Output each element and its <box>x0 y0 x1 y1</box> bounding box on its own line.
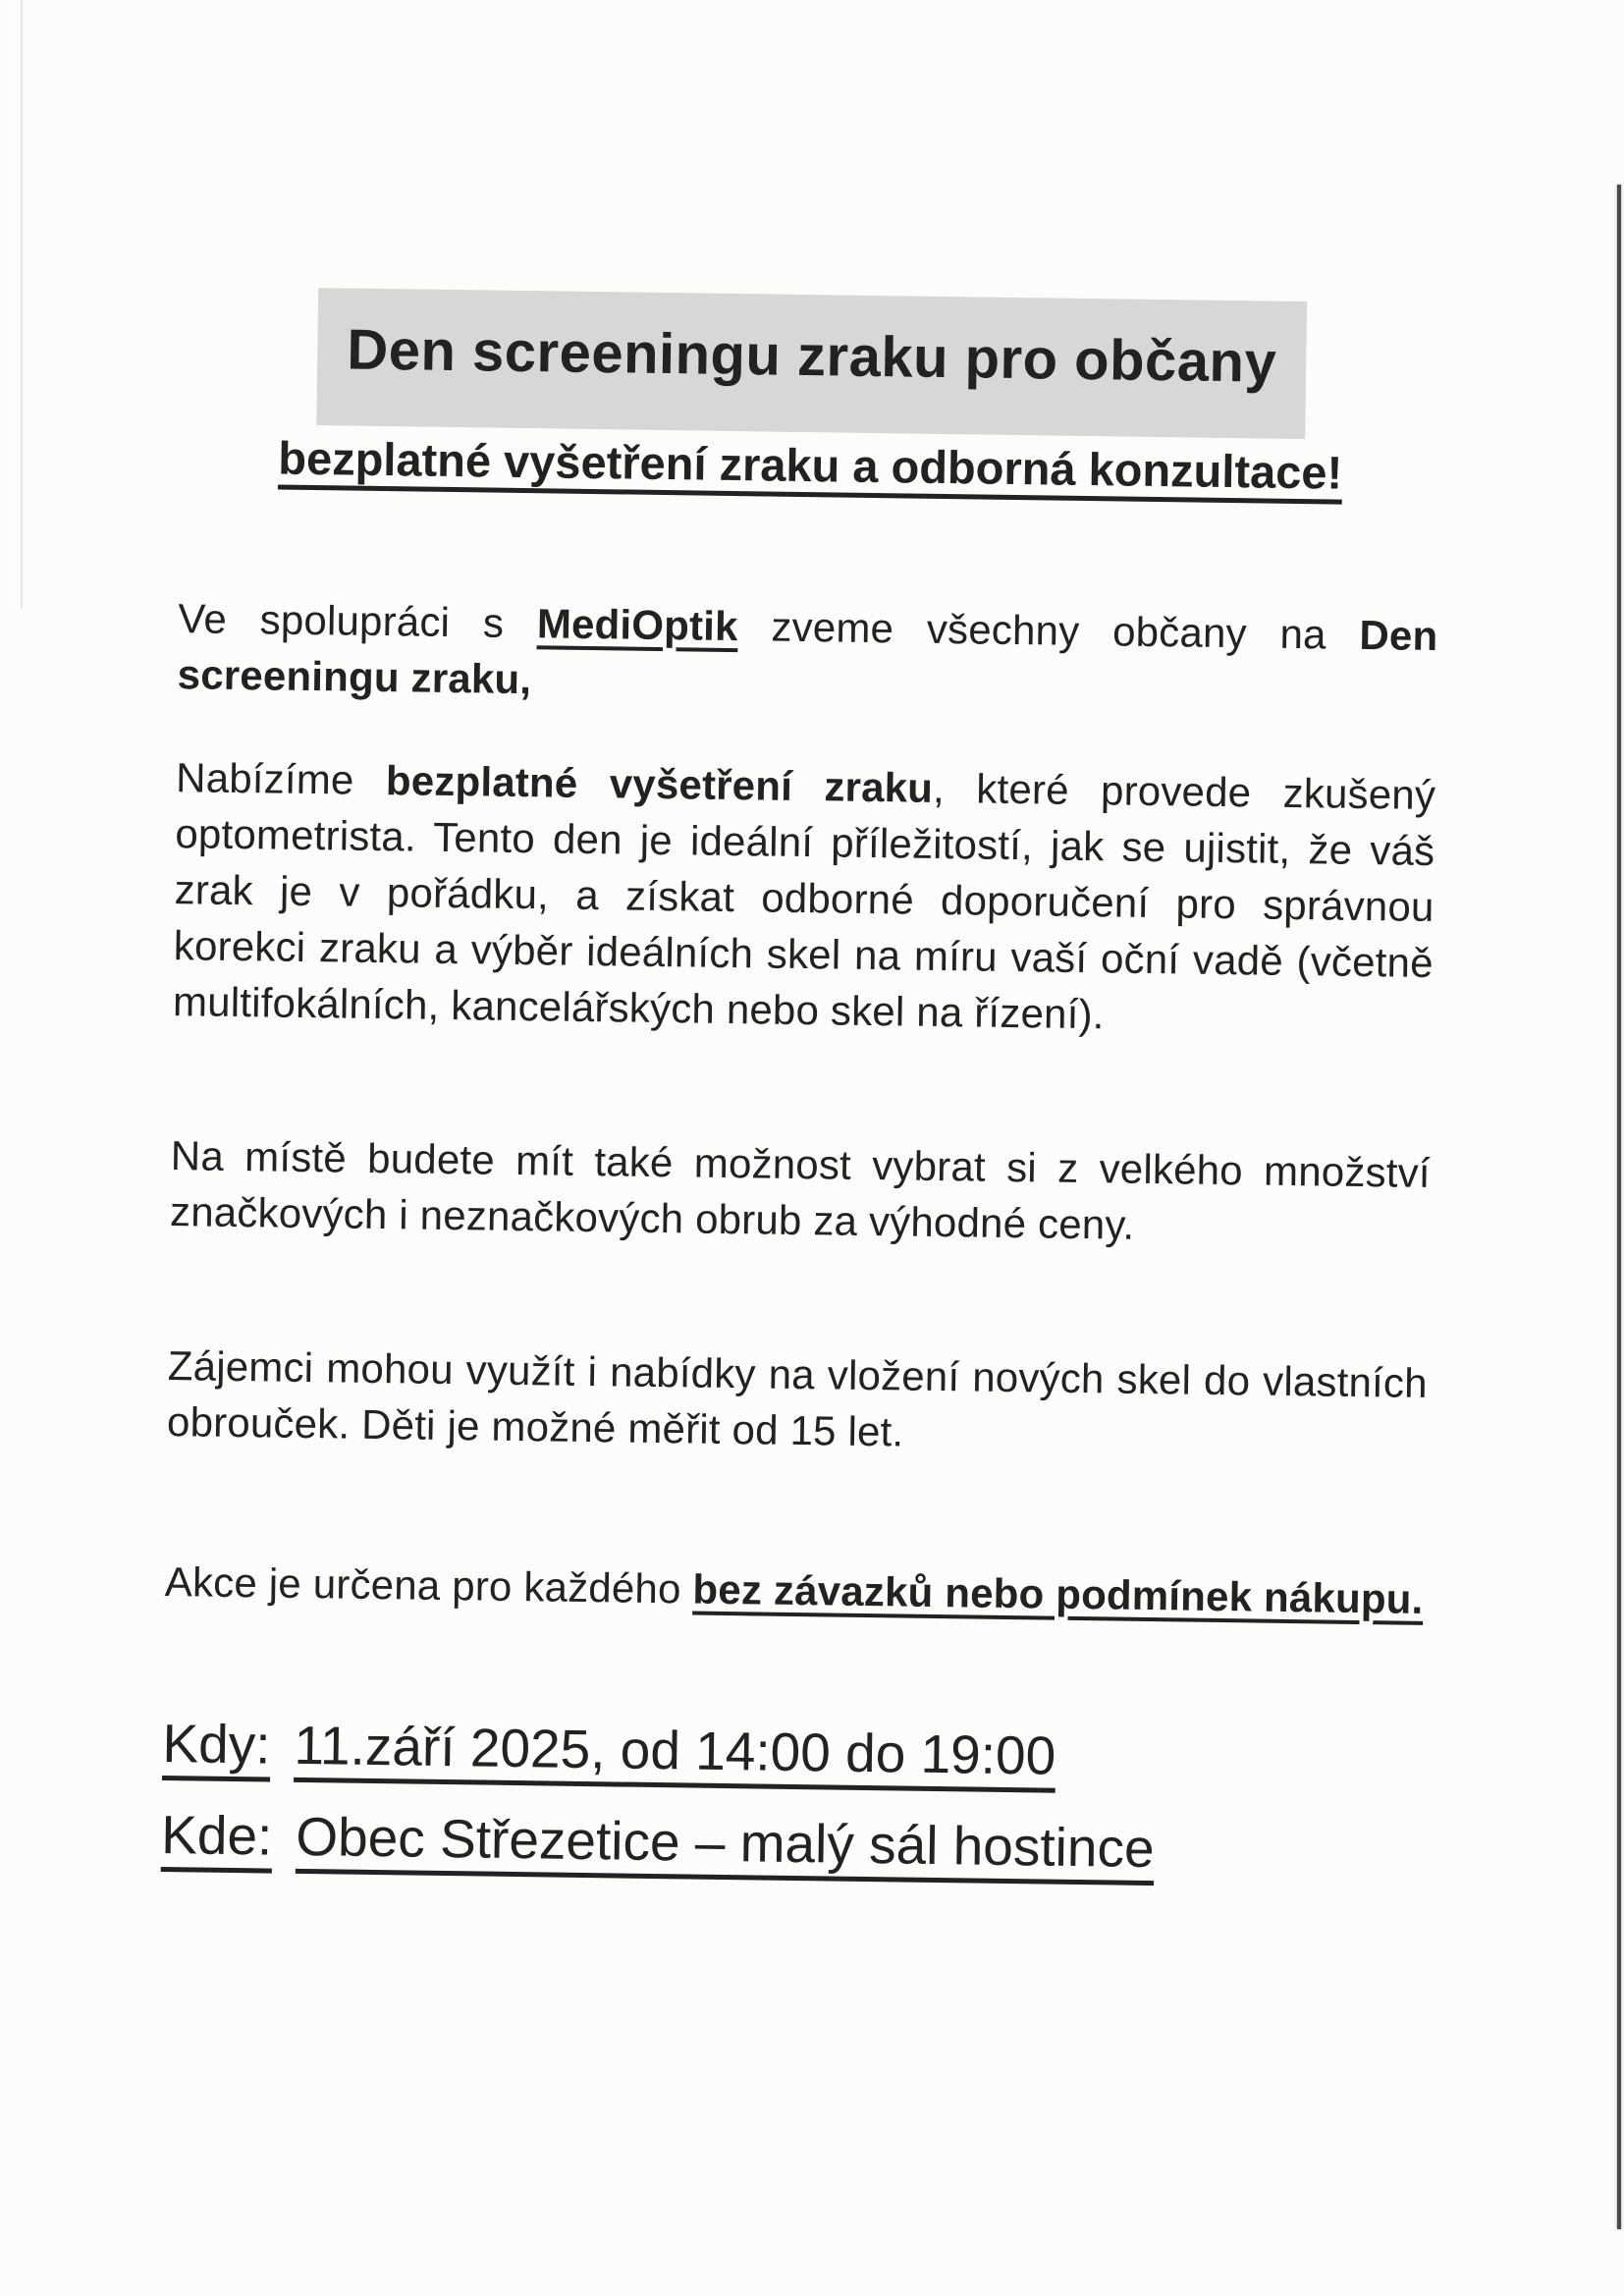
lenses-paragraph: Zájemci mohou využít i nabídky na vložení nových skel do vlastních obrouček. Děti je možné měřit od 15 let. <box>166 1342 1429 1455</box>
no-obligation-highlight: bez závazků nebo podmínek nákupu. <box>692 1565 1424 1622</box>
where-value: Obec Střezetice – malý sál hostince <box>295 1805 1155 1880</box>
terms-paragraph <box>164 1554 1425 1627</box>
offer-paragraph <box>173 749 1436 1047</box>
page-title: Den screeningu zraku pro občany <box>316 288 1307 439</box>
free-exam-highlight: bezplatné vyšetření zraku <box>385 757 934 811</box>
schedule-block <box>161 1712 1423 1884</box>
event-name: Den screeningu zraku, <box>177 611 1438 703</box>
where-label: Kde: <box>160 1803 273 1867</box>
terms-text-start: Akce je určena pro každého <box>164 1558 693 1613</box>
schedule-where-row <box>161 1803 1422 1884</box>
offer-text-rest: , které provede zkušený optometrista. Tento den je ideální příležitostí, jak se ujistit, že váš zrak je v pořádku, a získat odborné doporučení pro správnou korekci zraku a výběr ideálních skel na míru vaší oční vadě (včetně multifokálních, kancelářských nebo skel na řízení). <box>172 764 1436 1038</box>
offer-text-start: Nabízíme <box>175 754 387 804</box>
scan-artifact-right-line <box>1617 185 1621 2229</box>
when-label: Kdy: <box>162 1713 271 1776</box>
intro-text-middle: zveme všechny občany na <box>737 603 1360 658</box>
intro-text-start: Ve spolupráci s <box>178 595 538 647</box>
flyer-content <box>160 0 1446 1912</box>
when-value: 11.září 2025, od 14:00 do 19:00 <box>294 1714 1056 1786</box>
scan-artifact-left-line <box>21 0 23 609</box>
frames-paragraph: Na místě budete mít také možnost vybrat si z velkého množství značkových i neznačkových obrub za výhodné ceny. <box>169 1132 1432 1248</box>
schedule-when-row <box>162 1712 1423 1792</box>
headline-row <box>181 286 1442 441</box>
medioptik-brand-name: MediOptik <box>536 600 739 650</box>
intro-paragraph <box>177 590 1437 720</box>
page-subtitle: bezplatné vyšetření zraku a odborná konzultace! <box>277 431 1343 499</box>
